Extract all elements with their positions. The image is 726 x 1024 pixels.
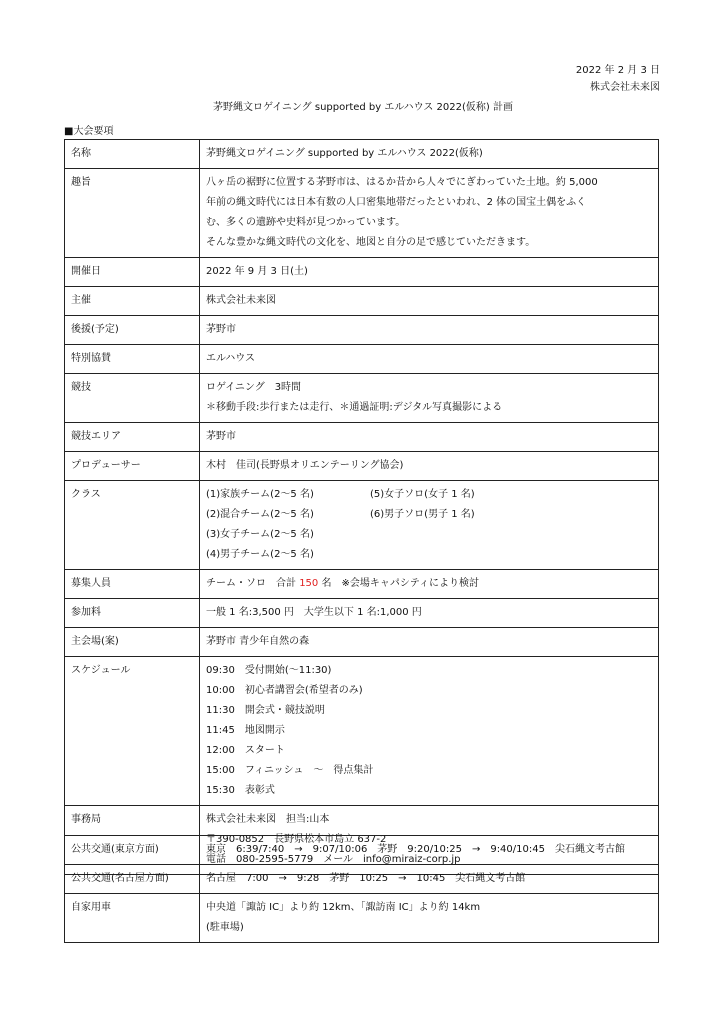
- class-item: (1)家族チーム(2〜5 名): [206, 489, 314, 500]
- row-label: 自家用車: [65, 894, 200, 943]
- table-row: [65, 287, 659, 316]
- row-value: [200, 169, 659, 258]
- row-label: 名称: [65, 140, 200, 169]
- text-line: (駐車場): [206, 922, 244, 933]
- table-row: [65, 140, 659, 169]
- row-value: [200, 481, 659, 570]
- row-label: 主会場(案): [65, 628, 200, 657]
- text-line: ＊移動手段:歩行または走行、＊通過証明:デジタル写真撮影による: [206, 402, 503, 413]
- row-label: 公共交通(名古屋方面): [65, 865, 200, 894]
- text-line: 電話 080-2595-5779 メール info@miraiz-corp.jp: [206, 854, 461, 865]
- schedule-item: 09:30 受付開始(〜11:30): [206, 665, 332, 676]
- row-label: 公共交通(東京方面): [65, 836, 200, 865]
- row-label: 開催日: [65, 258, 200, 287]
- table-row: [65, 628, 659, 657]
- class-grid: [206, 485, 652, 565]
- table-row: [65, 169, 659, 258]
- table-row: [65, 570, 659, 599]
- table-row: [65, 374, 659, 423]
- row-label: クラス: [65, 481, 200, 570]
- row-label: 募集人員: [65, 570, 200, 599]
- row-value: エルハウス: [200, 345, 659, 374]
- text-line: 株式会社未来図 担当:山本: [206, 814, 330, 825]
- row-label: スケジュール: [65, 657, 200, 806]
- row-value: 木村 佳司(長野県オリエンテーリング協会): [200, 452, 659, 481]
- table-row: [65, 423, 659, 452]
- class-item: (4)男子チーム(2〜5 名): [206, 549, 314, 560]
- table-row: [65, 894, 659, 943]
- access-table: [64, 835, 659, 943]
- row-value: 茅野縄文ロゲイニング supported by エルハウス 2022(仮称): [200, 140, 659, 169]
- row-label: プロデューサー: [65, 452, 200, 481]
- row-value: [200, 894, 659, 943]
- table-row: [65, 258, 659, 287]
- text-line: 〒390-0852 長野県松本市島立 637-2: [206, 834, 387, 845]
- row-value: 名古屋 7:00 → 9:28 茅野 10:25 → 10:45 尖石縄文考古館: [200, 865, 659, 894]
- table-row: [65, 452, 659, 481]
- table-row: [65, 345, 659, 374]
- schedule-item: 11:45 地図開示: [206, 725, 285, 736]
- row-label: 主催: [65, 287, 200, 316]
- section-heading: ■大会要項: [64, 126, 114, 137]
- table-row: [65, 836, 659, 865]
- row-label: 特別協賛: [65, 345, 200, 374]
- event-overview-table: [64, 139, 659, 875]
- row-label: 事務局: [65, 806, 200, 875]
- class-item: (3)女子チーム(2〜5 名): [206, 529, 314, 540]
- text-line: 中央道「諏訪 IC」より約 12km、「諏訪南 IC」より約 14km: [206, 902, 481, 913]
- class-item: (2)混合チーム(2〜5 名): [206, 509, 314, 520]
- text-line: む、多くの遺跡や史料が見つかっています。: [206, 217, 406, 228]
- text-line: ロゲイニング 3時間: [206, 382, 302, 393]
- table-row: [65, 316, 659, 345]
- row-value: 茅野市: [200, 316, 659, 345]
- row-value: [200, 570, 659, 599]
- row-value: 茅野市 青少年自然の森: [200, 628, 659, 657]
- recruit-suffix: 名 ※会場キャパシティにより検討: [318, 578, 480, 589]
- table-row: [65, 481, 659, 570]
- text-line: 八ヶ岳の裾野に位置する茅野市は、はるか昔から人々でにぎわっていた土地。約 5,000: [206, 177, 598, 188]
- text-line: そんな豊かな縄文時代の文化を、地図と自分の足で感じていただきます。: [206, 237, 536, 248]
- schedule-item: 15:30 表彰式: [206, 785, 275, 796]
- row-label: 競技エリア: [65, 423, 200, 452]
- class-item: (5)女子ソロ(女子 1 名): [370, 489, 475, 500]
- row-value: 株式会社未来図: [200, 287, 659, 316]
- document-date: 2022 年 2 月 3 日: [575, 65, 660, 76]
- row-value: [200, 657, 659, 806]
- schedule-item: 12:00 スタート: [206, 745, 285, 756]
- row-value: 2022 年 9 月 3 日(土): [200, 258, 659, 287]
- document-title: 茅野縄文ロゲイニング supported by エルハウス 2022(仮称) 計画: [212, 102, 513, 113]
- row-label: 競技: [65, 374, 200, 423]
- row-label: 後援(予定): [65, 316, 200, 345]
- text-line: 年前の縄文時代には日本有数の人口密集地帯だったといわれ、2 体の国宝土偶をふく: [206, 197, 587, 208]
- table-row: [65, 865, 659, 894]
- row-value: [200, 374, 659, 423]
- row-value: 茅野市: [200, 423, 659, 452]
- row-value: 東京 6:39/7:40 → 9:07/10:06 茅野 9:20/10:25 → 9:40/10:45 尖石縄文考古館: [200, 836, 659, 865]
- recruit-count: 150: [299, 578, 319, 589]
- row-value: 一般 1 名:3,500 円 大学生以下 1 名:1,000 円: [200, 599, 659, 628]
- document-date-block: [576, 62, 660, 96]
- table-row: [65, 599, 659, 628]
- schedule-item: 15:00 フィニッシュ 〜 得点集計: [206, 765, 374, 776]
- row-label: 趣旨: [65, 169, 200, 258]
- row-label: 参加料: [65, 599, 200, 628]
- schedule-item: 11:30 開会式・競技説明: [206, 705, 325, 716]
- class-item: (6)男子ソロ(男子 1 名): [370, 509, 475, 520]
- company-name: 株式会社未来図: [590, 82, 660, 93]
- recruit-prefix: チーム・ソロ 合計: [206, 578, 300, 589]
- schedule-item: 10:00 初心者講習会(希望者のみ): [206, 685, 363, 696]
- table-row: [65, 657, 659, 806]
